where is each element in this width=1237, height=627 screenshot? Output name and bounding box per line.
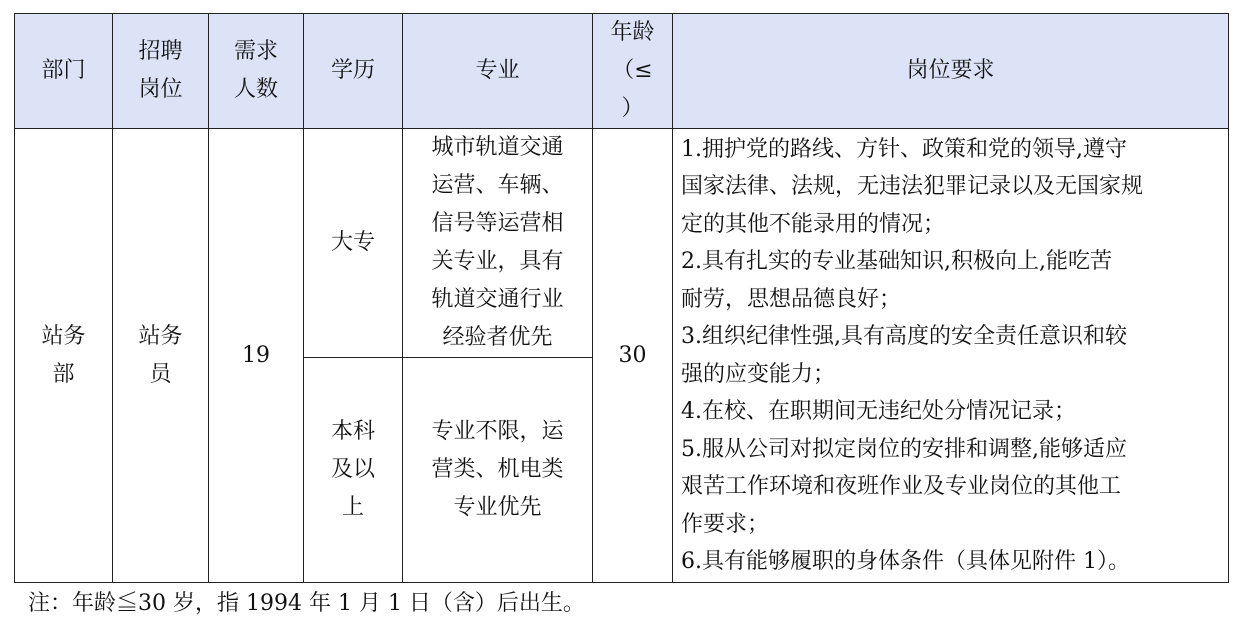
footnote: 注：年龄≦30 岁，指 1994 年 1 月 1 日（含）后出生。 [28, 591, 585, 616]
requirement-line: 强的应变能力； [681, 361, 836, 387]
header-position: 招聘 岗位 [113, 14, 209, 129]
cell-education-1: 大专 [304, 129, 403, 358]
requirement-line: 2.具有扎实的专业基础知识,积极向上,能吃苦 [681, 249, 1112, 274]
header-major: 专业 [403, 14, 593, 129]
cell-requirements [673, 129, 1229, 583]
recruitment-table [14, 13, 1229, 583]
header-count: 需求 人数 [209, 14, 304, 129]
requirement-line: 6.具有能够履职的身体条件（具体见附件 1）。 [681, 549, 1130, 574]
cell-major-1: 城市轨道交通 运营、车辆、 信号等运营相 关专业，具有 轨道交通行业 经验者优先 [403, 129, 593, 358]
header-requirements: 岗位要求 [673, 14, 1229, 129]
requirement-line: 1.拥护党的路线、方针、政策和党的领导,遵守 [681, 136, 1127, 162]
requirement-line: 5.服从公司对拟定岗位的安排和调整,能够适应 [681, 436, 1127, 462]
requirement-line: 耐劳，思想品德良好； [681, 286, 902, 312]
header-row [15, 14, 1229, 129]
requirement-line: 4.在校、在职期间无违纪处分情况记录； [681, 399, 1076, 424]
cell-count: 19 [209, 129, 304, 583]
requirement-line: 3.组织纪律性强,具有高度的安全责任意识和较 [681, 324, 1127, 349]
requirement-line: 国家法律、法规，无违法犯罪记录以及无国家规 [681, 174, 1144, 199]
header-dept: 部门 [15, 14, 113, 129]
header-education: 学历 [304, 14, 403, 129]
cell-position: 站务 员 [113, 129, 209, 583]
cell-education-2: 本科 及以 上 [304, 358, 403, 583]
header-age: 年龄 （≤ ） [593, 14, 673, 129]
cell-major-2: 专业不限，运 营类、机电类 专业优先 [403, 358, 593, 583]
cell-dept: 站务 部 [15, 129, 113, 583]
table-row [15, 129, 1229, 358]
requirement-line: 艰苦工作环境和夜班作业及专业岗位的其他工 [681, 474, 1122, 499]
cell-age: 30 [593, 129, 673, 583]
requirement-line: 定的其他不能录用的情况； [681, 211, 946, 237]
requirement-line: 作要求； [681, 511, 770, 537]
